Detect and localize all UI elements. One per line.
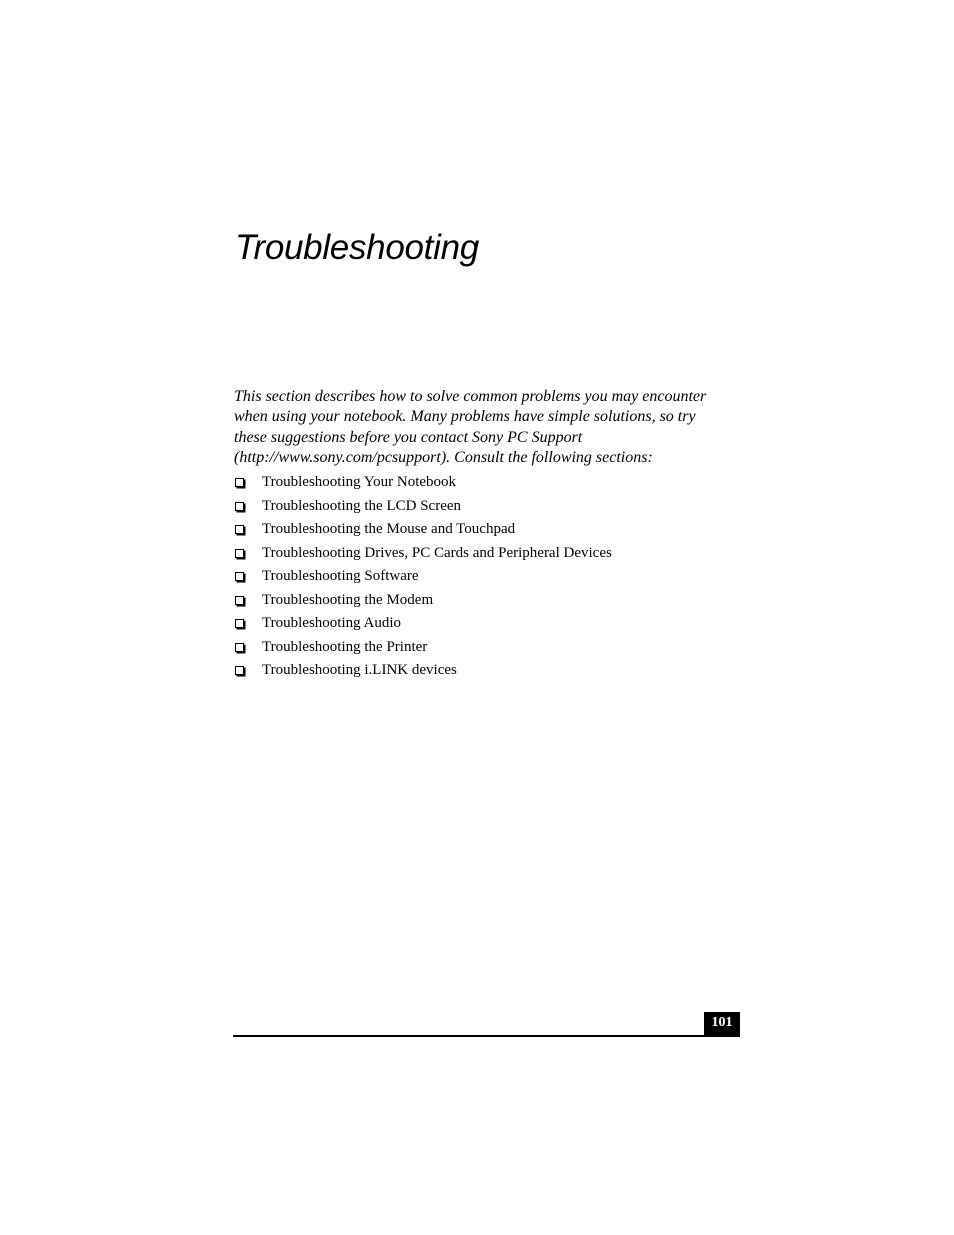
list-item-label: Troubleshooting Drives, PC Cards and Peripheral Devices [262, 544, 612, 561]
checkbox-icon [235, 572, 244, 581]
footer-rule [233, 1035, 740, 1037]
checkbox-icon [235, 619, 244, 628]
page-number: 101 [704, 1012, 740, 1036]
checkbox-icon [235, 643, 244, 652]
checkbox-icon [235, 596, 244, 605]
list-item-label: Troubleshooting the Printer [262, 638, 428, 655]
list-item-label: Troubleshooting Audio [262, 615, 402, 631]
list-item-label: Troubleshooting i.LINK devices [262, 662, 457, 678]
intro-paragraph [234, 387, 754, 468]
intro-line: This section describes how to solve common problems you may encounter [234, 388, 707, 405]
intro-line: these suggestions before you contact Sony PC Support [234, 428, 583, 446]
list-item-label: Troubleshooting Software [262, 568, 419, 584]
checkbox-icon [235, 549, 244, 558]
checkbox-icon [235, 525, 244, 534]
checkbox-icon [235, 666, 244, 675]
list-item-label: Troubleshooting Your Notebook [262, 474, 457, 490]
checkbox-icon [235, 502, 244, 511]
page-title: Troubleshooting [235, 228, 479, 267]
list-item-label: Troubleshooting the Modem [262, 591, 434, 608]
intro-line: (http://www.sony.com/pcsupport). Consult the following sections: [234, 448, 653, 466]
intro-line: when using your notebook. Many problems have simple solutions, so try [234, 408, 696, 426]
checkbox-icon [235, 478, 244, 487]
list-item-label: Troubleshooting the LCD Screen [262, 497, 462, 514]
list-item-label: Troubleshooting the Mouse and Touchpad [262, 521, 516, 537]
